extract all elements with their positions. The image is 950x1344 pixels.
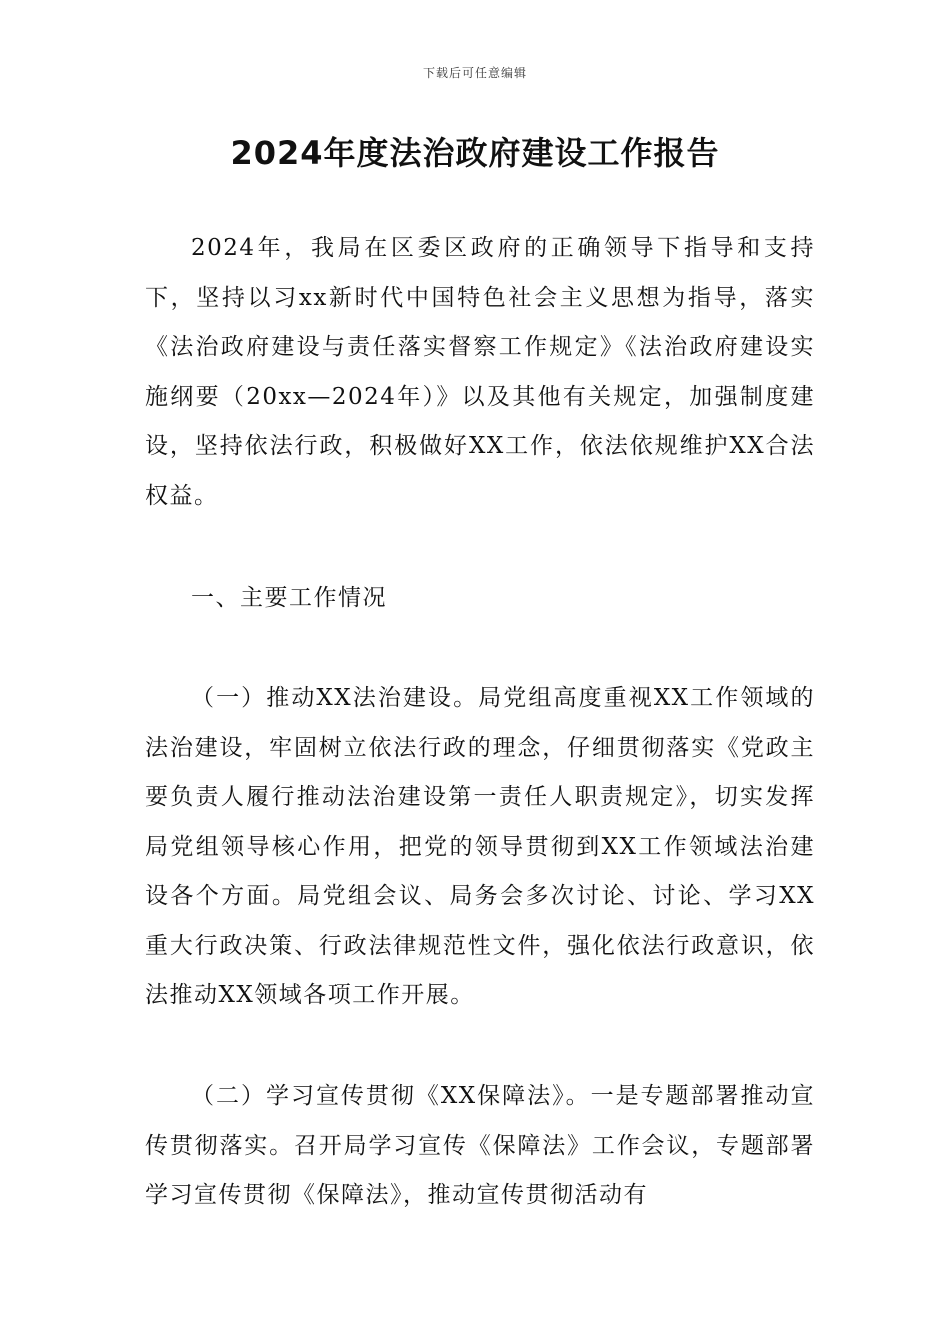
intro-paragraph: 2024年，我局在区委区政府的正确领导下指导和支持下，坚持以习xx新时代中国特色社会主义思想为指导，落实《法治政府建设与责任落实督察工作规定》《法治政府建设实施纲要（20xx—2024年）》以及其他有关规定，加强制度建设，坚持依法行政，积极做好XX工作，依法依规维护XX合法权益。: [145, 235, 815, 509]
page-header-note: 下载后可任意编辑: [422, 66, 527, 80]
section-heading-main-work: 一、主要工作情况: [191, 585, 387, 611]
paragraph-legal-construction: （一）推动XX法治建设。局党组高度重视XX工作领域的法治建设，牢固树立依法行政的理念，仔细贯彻落实《党政主要负责人履行推动法治建设第一责任人职责规定》，切实发挥局党组领导核心作用，把党的领导贯彻到XX工作领域法治建设各个方面。局党组会议、局务会多次讨论、讨论、学习XX重大行政决策、行政法律规范性文件，强化依法行政意识，依法推动XX领域各项工作开展。: [145, 685, 815, 1008]
document-title: 2024年度法治政府建设工作报告: [230, 134, 720, 172]
paragraph-study-publicize: （二）学习宣传贯彻《XX保障法》。一是专题部署推动宣传贯彻落实。召开局学习宣传《保障法》工作会议，专题部署学习宣传贯彻《保障法》，推动宣传贯彻活动有: [145, 1083, 815, 1208]
